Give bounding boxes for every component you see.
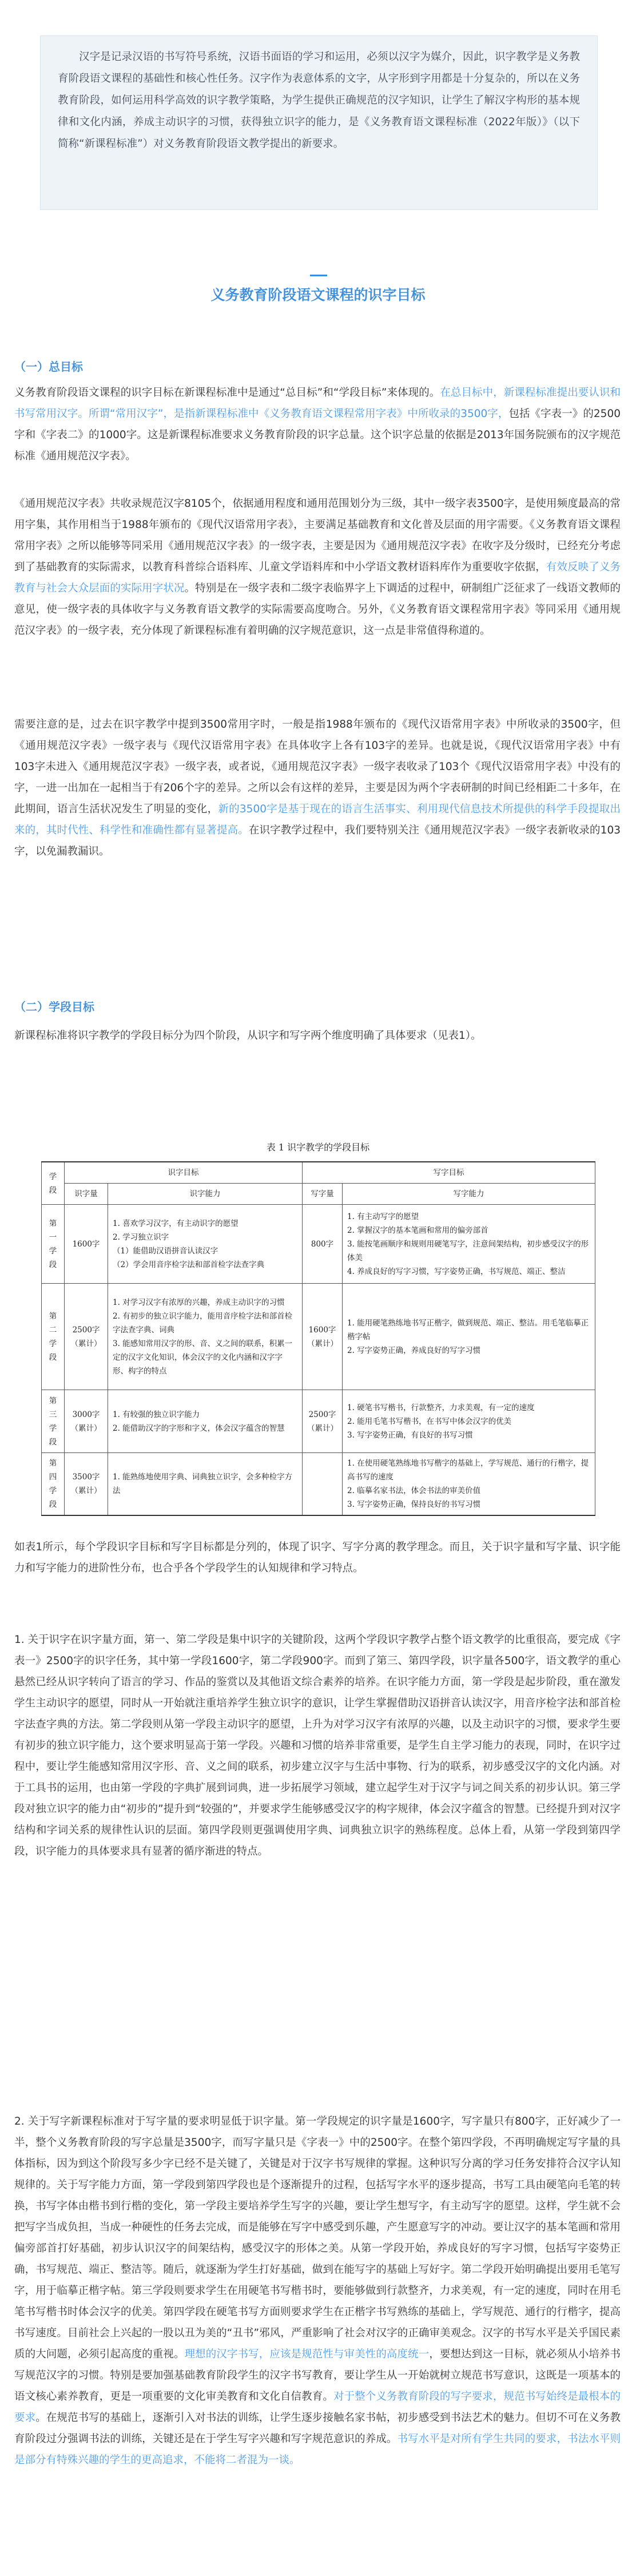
stage-char: 学 bbox=[49, 1423, 57, 1433]
recognize-amount-cell: 3000字（累计） bbox=[65, 1390, 108, 1453]
list-item: 3. 能感知常用汉字的形、音、义之间的联系，积累一定的汉字文化知识，体会汉字的文化内涵和汉字字形、构字的特点 bbox=[113, 1339, 293, 1376]
stage-cell bbox=[42, 1205, 65, 1284]
stage-char: 段 bbox=[49, 1437, 57, 1447]
stage-char: 第 bbox=[49, 1396, 57, 1406]
section-number-mark bbox=[310, 275, 327, 276]
table-subheader-row bbox=[42, 1184, 595, 1205]
list-item: （1）能借助汉语拼音认读汉字 bbox=[113, 1246, 218, 1256]
text-run: 义务教育阶段语文课程的识字目标在新课程标准中是通过“总目标”和“学段目标”来体现的。 bbox=[14, 387, 440, 399]
highlighted-text: 理想的汉字书写，应该是规范性与审美性的高度统一 bbox=[184, 2348, 430, 2360]
header-write-amount: 写字量 bbox=[303, 1184, 343, 1205]
paragraph-overall-goal-1 bbox=[14, 382, 621, 467]
write-amount-cell: 800字 bbox=[303, 1205, 343, 1284]
list-item: 2. 能用毛笔书写楷书，在书写中体会汉字的优美 bbox=[347, 1416, 512, 1426]
stage-char: 段 bbox=[49, 1260, 57, 1269]
stage-char: 三 bbox=[49, 1410, 57, 1419]
intro-text: 汉字是记录汉语的书写符号系统，汉语书面语的学习和运用，必须以汉字为媒介，因此，识字教学是义务教育阶段语文课程的基础性和核心性任务。汉字作为表意体系的文字，从字形到字用都是十分复杂的，所以在义务教育阶段，如何运用科学高效的识字教学策略，为学生提供正确规范的汉字知识，让学生了解汉字构形的基本规律和文化内涵，养成主动识字的习惯，获得独立识字的能力，是《义务教育语文课程标准（2022年版）》（以下简称“新课程标准”）对义务教育阶段语文教学提出的新要求。 bbox=[58, 51, 580, 150]
stage-char: 段 bbox=[49, 1500, 57, 1509]
recognize-ability-cell bbox=[108, 1284, 303, 1390]
write-ability-cell bbox=[343, 1390, 595, 1453]
list-item: 2. 有初步的独立识字能力，能用音序检字法和部首检字法查字典、词典 bbox=[113, 1311, 293, 1335]
highlighted-text: 对于整个义务教育阶段的写字要求，规范书写始终是最根本的要求 bbox=[14, 2391, 621, 2424]
text-run: 包括《字表一》的2500字和《字表二》的1000字。这是新课程标准要求义务教育阶段的识字总量。这个识字总量的依据是2013年国务院颁布的汉字规范标准《通用规范汉字表》。 bbox=[14, 408, 621, 462]
write-ability-cell bbox=[343, 1205, 595, 1284]
list-item: 3. 写字姿势正确，有良好的书写习惯 bbox=[347, 1430, 473, 1440]
recognize-ability-cell bbox=[108, 1390, 303, 1453]
stage-goals-table bbox=[41, 1161, 595, 1516]
header-write-goal: 写字目标 bbox=[303, 1162, 595, 1184]
stage-char: 第 bbox=[49, 1218, 57, 1228]
subheading-stage-goal: （二）学段目标 bbox=[14, 1000, 94, 1014]
list-item: （2）学会用音序检字法和部首检字法查字典 bbox=[113, 1260, 265, 1269]
list-item: 2. 学习独立识字 bbox=[113, 1232, 169, 1242]
list-item: 1. 有较强的独立识字能力 bbox=[113, 1410, 200, 1419]
stage-cell bbox=[42, 1390, 65, 1453]
paragraph-about-recognition: 1. 关于识字在识字量方面，第一、第二学段是集中识字的关键阶段，这两个学段识字教学占整个语文教学的比重很高，要完成《字表一》2500字的识字任务，其中第一学段1600字，第二学段900字。而到了第三、第四学段，识字量各500字，语文教学的重心悬然已经从识字转向了语言的学习、作品的鉴赏以及其他语文综合素养的培养。在识字能力方面，第一学段是起步阶段，重在激发学生主动识字的愿望，同时从一开始就注重培养学生独立识字的意识，让学生掌握借助汉语拼音认读汉字，用音序检字法和部首检字法查字典的方法。第二学段则从第一学段主动识字的愿望，上升为对学习汉字有浓厚的兴趣，以及主动识字的习惯，要求学生要有初步的独立识字能力，这个要求明显高于第一学段。兴趣和习惯的培养非常重要，是学生自主学习能力的表现，同时，在识字过程中，要让学生能感知常用汉字形、音、义之间的联系，初步建立汉字与生活中事物、行为的联系，初步感受汉字的文化内涵。对于工具书的运用，也由第一学段的字典扩展到词典，进一步拓展学习领域，建立起学生对于汉字与词之间关系的初步认识。第三学段对独立识字的能力由“初步的”提升到“较强的”，并要求学生能够感受汉字的构字规律，体会汉字蕴含的智慧。已经提升到对汉字结构和字词关系的规律性认识的层面。第四学段则更强调使用字典、词典独立识字的熟练程度。总体上看，从第一学段到第四学段，识字能力的具体要求具有显著的循序渐进的特点。 bbox=[14, 1634, 621, 1857]
write-amount-cell bbox=[303, 1453, 343, 1516]
stage-cell bbox=[42, 1284, 65, 1390]
text-run: 2. 关于写字新课程标准对于写字量的要求明显低于识字量。第一学段规定的识字量是1600字，写字量只有800字，正好减少了一半，整个义务教育阶段的写字总量是3500字，而写字量只是《字表一》中的2500字。在整个第四学段，不再明确规定写字量的具体指标，因为到这个阶段写多少字已经不是关键了，关键是对于汉字书写规律的掌握。这种识写分离的学习任务安排符合汉字认知规律的。关于写字能力方面，第一学段到第四学段也是个逐渐提升的过程，包括写字水平的逐步提高，书写工具由硬笔向毛笔的转换，书写字体由楷书到行楷的变化，第一学段主要培养学生写字的兴趣，要让学生想写字，有主动写字的愿望。这样，学生就不会把写字当成负担，当成一种硬性的任务去完成，而是能够在写字中感受到乐趣，产生愿意写字的冲动。要让汉字的基本笔画和常用偏旁部首打好基础，初步认识汉字的间架结构，感受汉字的形体之美。从第一学段开始，养成良好的写字习惯，包括写字姿势正确，书写规范、端正、整洁等。随后，就逐渐为学生打好基础，做到在能写字的基础上写好字。第二学段开始明确提出要用毛笔写字，用于临摹正楷字帖。第三学段则要求学生在用硬笔书写楷书时，要能够做到行款整齐，力求美观，有一定的速度，同时在用毛笔书写楷书时体会汉字的优美。第四学段在硬笔书写方面则要求学生在正楷字书写熟练的基础上，学写规范、通行的行楷字，提高书写速度。目前社会上兴起的一股以丑为美的“丑书”邪风，严重影响了社会对汉字的正确审美观念。汉字的书写水平是关乎国民素质的大问题，必须引起高度的重视。 bbox=[14, 2115, 621, 2360]
header-recognize-amount: 识字量 bbox=[65, 1184, 108, 1205]
highlighted-text: 书写水平是对所有学生共同的要求，书法水平则是部分有特殊兴趣的学生的更高追求，不能将二者混为一谈。 bbox=[14, 2433, 621, 2466]
list-item: 1. 有主动写字的愿望 bbox=[347, 1212, 419, 1221]
write-amount-cell: 2500字（累计） bbox=[303, 1390, 343, 1453]
stage-char: 一 bbox=[49, 1232, 57, 1242]
write-ability-cell bbox=[343, 1453, 595, 1516]
list-item: 1. 在使用硬笔熟练地书写楷字的基础上，学写规范、通行的行楷字，提高书写的速度 bbox=[347, 1459, 589, 1482]
stage-char: 四 bbox=[49, 1472, 57, 1482]
text-run: 《通用规范汉字表》共收录规范汉字8105个，依据通用程度和通用范围划分为三级，其中一级字表3500字，是使用频度最高的常用字集，其作用相当于1988年颁布的《现代汉语常用字表》，主要满足基础教育和文化普及层面的用字需要。《义务教育语文课程常用字表》之所以能够等同采用《通用规范汉字表》的一级字表，主要是因为《通用规范汉字表》在收字及分级时，已经充分考虑到了基础教育的实际需求，以教育科普综合语料库、儿童文学语料库和中小学语文教材语料库作为重要收字依据， bbox=[14, 498, 621, 573]
highlighted-text: 在总目标中，新课程标准提出要认识和书写常用汉字。所谓“常用汉字”，是指新课程标准中《义务教育语文课程常用字表》中所收录的3500字， bbox=[14, 387, 621, 420]
list-item: 2. 临摹名家书法，体会书法的审美价值 bbox=[347, 1486, 481, 1495]
recognize-ability-cell bbox=[108, 1453, 303, 1516]
paragraph-overall-goal-3 bbox=[14, 714, 621, 862]
text-run: ，要想达到这一目标，就必须从小培养书写规范汉字的习惯。特别是要加强基础教育阶段学生的汉字书写教育，要让学生从一开始就树立规范书写意识，这既是一项基本的语文核心素养教育，更是一项重要的文化审美教育和文化自信教育。 bbox=[14, 2348, 621, 2403]
stage-char: 学 bbox=[49, 1339, 57, 1348]
stage-char: 第 bbox=[49, 1459, 57, 1468]
highlighted-text: 有效反映了义务教育与社会大众层面的实际用字状况 bbox=[14, 561, 621, 594]
paragraph-table-summary: 如表1所示，每个学段识字目标和写字目标都是分列的，体现了识字、写字分离的教学理念。而且，关于识字量和写字量、识字能力和写字能力的进阶性分布，也合乎各个学段学生的认知规律和学习特点。 bbox=[14, 1541, 621, 1574]
stage-char: 学 bbox=[49, 1246, 57, 1256]
list-item: 1. 能用硬笔熟练地书写正楷字，做到规范、端正、整洁。用毛笔临摹正楷字帖 bbox=[347, 1318, 589, 1341]
paragraph-overall-goal-2 bbox=[14, 493, 621, 641]
list-item: 2. 写字姿势正确，养成良好的写字习惯 bbox=[347, 1345, 481, 1355]
paragraph-stage-goal-intro: 新课程标准将识字教学的学段目标分为四个阶段，从识字和写字两个维度明确了具体要求（见表1）。 bbox=[14, 1030, 482, 1042]
recognize-amount-cell: 1600字 bbox=[65, 1205, 108, 1284]
write-amount-cell: 1600字（累计） bbox=[303, 1284, 343, 1390]
table-row bbox=[42, 1284, 595, 1390]
stage-char: 学 bbox=[49, 1486, 57, 1495]
highlighted-text: 新的3500字是基于现在的语言生活事实、利用现代信息技术所提供的科学手段提取出来的，其时代性、科学性和准确性都有显著提高。 bbox=[14, 803, 621, 836]
header-recognize-goal: 识字目标 bbox=[65, 1162, 303, 1184]
list-item: 1. 能熟练地使用字典、词典独立识字，会多种检字方法 bbox=[113, 1472, 293, 1495]
stage-char: 段 bbox=[49, 1352, 57, 1362]
table-header-row bbox=[42, 1162, 595, 1184]
list-item: 1. 对学习汉字有浓厚的兴趣，养成主动识字的习惯 bbox=[113, 1297, 285, 1307]
stage-char: 第 bbox=[49, 1311, 57, 1321]
recognize-amount-cell: 3500字（累计） bbox=[65, 1453, 108, 1516]
write-ability-cell bbox=[343, 1284, 595, 1390]
text-run: 在识字教学过程中，我们要特别关注《通用规范汉字表》一级字表新收录的103字，以免漏教漏识。 bbox=[14, 824, 621, 858]
list-item: 3. 写字姿势正确，保持良好的书写习惯 bbox=[347, 1500, 481, 1509]
stage-cell bbox=[42, 1453, 65, 1516]
table-row bbox=[42, 1390, 595, 1453]
section-title: 义务教育阶段语文课程的识字目标 bbox=[210, 287, 426, 303]
list-item: 2. 能借助汉字的字形和字义，体会汉字蕴含的智慧 bbox=[113, 1423, 285, 1433]
list-item: 1. 喜欢学习汉字，有主动识字的愿望 bbox=[113, 1218, 238, 1228]
list-item: 4. 养成良好的写字习惯，写字姿势正确，书写规范、端正、整洁 bbox=[347, 1267, 566, 1276]
recognize-amount-cell: 2500字（累计） bbox=[65, 1284, 108, 1390]
table-caption: 表 1 识字教学的学段目标 bbox=[266, 1142, 370, 1153]
header-stage: 学段 bbox=[42, 1162, 65, 1205]
text-run: 。在规范书写的基础上，逐渐引入对书法的训练，让学生逐步接触名家书帖，初步感受到书法艺术的魅力。但切不可在义务教育阶段过分强调书法的训练，关键还是在于学生写字兴趣和写字规范意识的养成。 bbox=[14, 2412, 621, 2445]
recognize-ability-cell bbox=[108, 1205, 303, 1284]
list-item: 2. 掌握汉字的基本笔画和常用的偏旁部首 bbox=[347, 1225, 488, 1235]
subheading-overall-goal: （一）总目标 bbox=[14, 360, 83, 374]
header-write-ability: 写字能力 bbox=[343, 1184, 595, 1205]
header-recognize-ability: 识字能力 bbox=[108, 1184, 303, 1205]
table-row bbox=[42, 1205, 595, 1284]
table-row bbox=[42, 1453, 595, 1516]
list-item: 1. 硬笔书写楷书，行款整齐，力求美观，有一定的速度 bbox=[347, 1403, 535, 1412]
text-run: 。特别是在一级字表和二级字表临界字上下调适的过程中，研制组广泛征求了一线语文教师的意见，使一级字表的具体收字与义务教育语文教学的实际需要高度吻合。另外，《义务教育语文课程常用字表》等同采用《通用规范汉字表》的一级字表，充分体现了新课程标准有着明确的汉字规范意识，这一点是非常值得称道的。 bbox=[14, 582, 621, 637]
stage-char: 二 bbox=[49, 1325, 57, 1335]
text-run: 需要注意的是，过去在识字教学中提到3500常用字时，一般是指1988年颁布的《现代汉语常用字表》中所收录的3500字，但《通用规范汉字表》一级字表与《现代汉语常用字表》在具体收字上各有103字的差异。也就是说，《现代汉语常用字表》中有103字未进入《通用规范汉字表》一级字表，或者说，《通用规范汉字表》一级字表收录了103个《现代汉语常用字表》中没有的字，一进一出加在一起相当于有206个字的差异。之所以会有这样的差异，主要是因为两个字表研制的时间已经相距二十多年，在此期间，语言生活状况发生了明显的变化， bbox=[14, 719, 621, 815]
intro-quote-box bbox=[40, 35, 598, 210]
list-item: 3. 能按笔画顺序和规则用硬笔写字，注意间架结构，初步感受汉字的形体美 bbox=[347, 1239, 589, 1263]
paragraph-about-writing bbox=[14, 2111, 621, 2471]
